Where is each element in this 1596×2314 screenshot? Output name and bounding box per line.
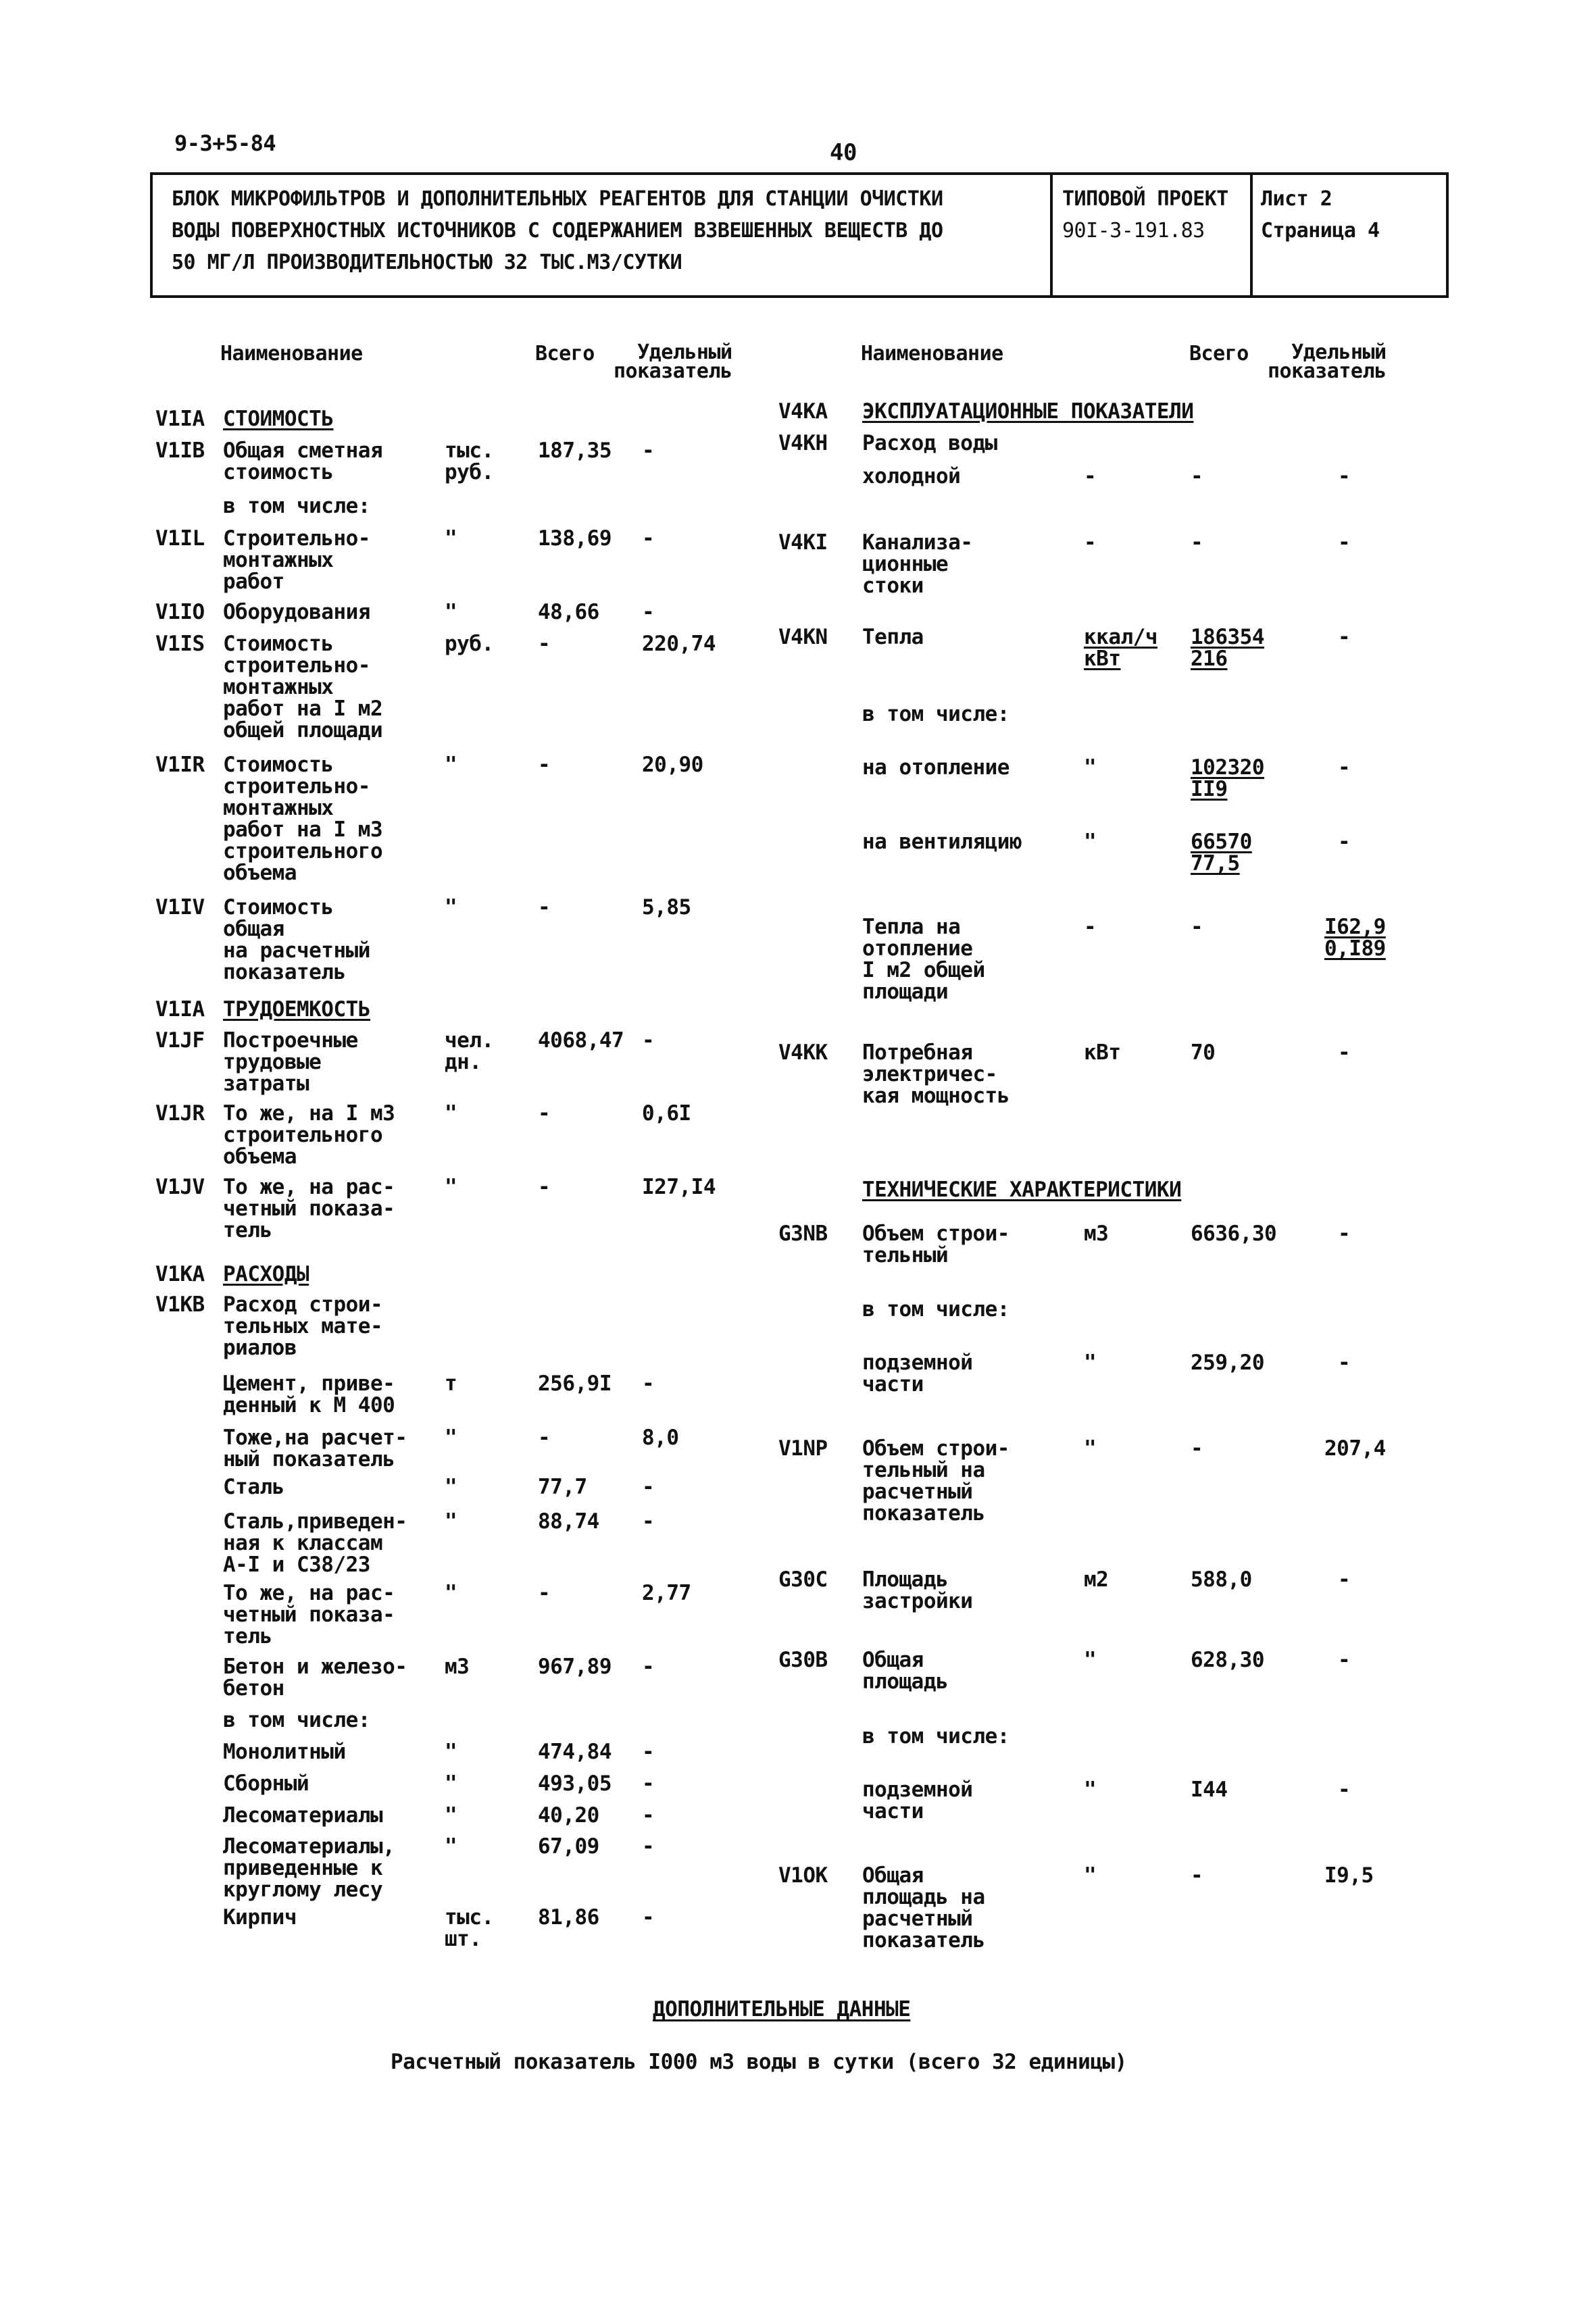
indicator-total: 187,35: [538, 438, 612, 463]
indicator-code: V1IO: [155, 600, 205, 624]
indicator-specific: 5,85: [642, 895, 691, 920]
indicator-name: Стоимость строительно- монтажных работ на I м2 общей площади: [223, 632, 383, 743]
indicator-total: 4068,47: [538, 1028, 624, 1053]
indicator-name: Общая площадь на расчетный показатель: [862, 1863, 985, 1953]
indicator-code: V1OK: [778, 1863, 828, 1888]
indicator-specific: 220,74: [642, 632, 716, 656]
indicator-name: Стоимость общая на расчетный показатель: [223, 895, 370, 984]
indicator-unit: ": [445, 1101, 457, 1126]
title-line-2: ВОДЫ ПОВЕРХНОСТНЫХ ИСТОЧНИКОВ С СОДЕРЖАНИЕМ ВЗВЕШЕННЫХ ВЕЩЕСТВ ДО: [172, 219, 943, 243]
indicator-name: Сталь,приведен- ная к классам А-I и С38/23: [223, 1509, 407, 1577]
indicator-name: Тепла на отопление I м2 общей площади: [862, 915, 985, 1004]
indicator-code: V1JV: [155, 1175, 205, 1199]
indicator-specific: 0,6I: [642, 1101, 691, 1126]
indicator-total: -: [538, 632, 551, 656]
indicator-unit: ": [445, 1834, 457, 1859]
indicator-unit: ккал/ч кВт: [1084, 625, 1157, 671]
sheet-number: Лист 2: [1261, 187, 1332, 211]
indicator-name: Оборудования: [223, 600, 370, 624]
right-header-total: Всего: [1189, 342, 1249, 366]
indicator-code: V4KI: [778, 530, 828, 555]
indicator-name: в том числе:: [223, 1708, 370, 1732]
indicator-total: -: [1191, 530, 1203, 555]
indicator-code: G3NB: [778, 1222, 828, 1246]
indicator-unit: ": [445, 600, 457, 624]
indicator-specific: -: [642, 1740, 655, 1764]
indicator-total: -: [1191, 1863, 1203, 1888]
indicator-total: 40,20: [538, 1803, 599, 1828]
indicator-unit: м2: [1084, 1567, 1109, 1592]
left-header-specific: Удельный показатель: [614, 341, 732, 383]
title-line-3: 50 МГ/Л ПРОИЗВОДИТЕЛЬНОСТЬЮ 32 ТЫС.М3/СУТКИ: [172, 251, 682, 274]
indicator-specific: -: [642, 1655, 655, 1679]
project-number: 90I-3-191.83: [1062, 219, 1205, 243]
indicator-name: РАСХОДЫ: [223, 1262, 309, 1286]
indicator-specific: -: [642, 1509, 655, 1534]
indicator-specific: -: [1338, 530, 1351, 555]
indicator-specific: 2,77: [642, 1581, 691, 1605]
indicator-total: -: [538, 1426, 551, 1450]
indicator-specific: -: [642, 1905, 655, 1930]
indicator-code: V1JF: [155, 1028, 205, 1053]
indicator-total: -: [538, 1175, 551, 1199]
indicator-specific: -: [642, 1771, 655, 1796]
indicator-name: СТОИМОСТЬ: [223, 407, 334, 431]
indicator-total: I44: [1191, 1778, 1228, 1802]
additional-data-text: Расчетный показатель I000 м3 воды в сутки (всего 32 единицы): [391, 2050, 1127, 2074]
document-code: 9-3+5-84: [174, 130, 276, 156]
indicator-specific: -: [1338, 1351, 1351, 1375]
indicator-name: То же, на рас- четный показа- тель: [223, 1175, 395, 1242]
indicator-specific: -: [642, 1372, 655, 1396]
indicator-total: -: [1191, 464, 1203, 488]
indicator-code: V1IA: [155, 997, 205, 1022]
indicator-name: Общая сметная стоимость: [223, 438, 383, 484]
indicator-unit: ": [445, 1475, 457, 1499]
title-line-1: БЛОК МИКРОФИЛЬТРОВ И ДОПОЛНИТЕЛЬНЫХ РЕАГЕНТОВ ДЛЯ СТАНЦИИ ОЧИСТКИ: [172, 187, 943, 211]
indicator-unit: -: [1084, 464, 1097, 488]
indicator-total: 256,9I: [538, 1372, 612, 1396]
indicator-total: 48,66: [538, 600, 599, 624]
right-header-specific: Удельный показатель: [1268, 341, 1387, 383]
indicator-total: -: [538, 753, 551, 777]
indicator-specific: -: [1338, 1778, 1351, 1802]
indicator-name: Бетон и железо- бетон: [223, 1655, 407, 1701]
indicator-specific: 8,0: [642, 1426, 679, 1450]
additional-data-heading: ДОПОЛНИТЕЛЬНЫЕ ДАННЫЕ: [653, 1997, 911, 2021]
indicator-specific: -: [1338, 1648, 1351, 1672]
indicator-unit: ": [1084, 1648, 1097, 1672]
left-header-name: Наименование: [220, 342, 363, 366]
indicator-name: Расход воды: [862, 431, 997, 455]
left-header-total: Всего: [535, 342, 595, 366]
indicator-total: 102320 II9: [1191, 755, 1264, 801]
indicator-total: 88,74: [538, 1509, 599, 1534]
indicator-unit: чел. дн.: [445, 1028, 494, 1074]
indicator-name: подземной части: [862, 1778, 973, 1823]
indicator-code: V4KH: [778, 431, 828, 455]
indicator-code: V1IA: [155, 407, 205, 431]
indicator-specific: -: [642, 1834, 655, 1859]
indicator-specific: -: [1338, 830, 1351, 854]
indicator-name: холодной: [862, 464, 961, 488]
indicator-total: 493,05: [538, 1771, 612, 1796]
indicator-code: V1JR: [155, 1101, 205, 1126]
indicator-unit: ": [445, 1581, 457, 1605]
indicator-unit: -: [1084, 530, 1097, 555]
indicator-total: 81,86: [538, 1905, 599, 1930]
indicator-name: То же, на рас- четный показа- тель: [223, 1581, 395, 1649]
indicator-name: Объем строи- тельный: [862, 1222, 1009, 1267]
indicator-unit: ": [445, 1175, 457, 1199]
right-header-name: Наименование: [861, 342, 1003, 366]
indicator-specific: -: [642, 1028, 655, 1053]
indicator-specific: -: [1338, 1222, 1351, 1246]
indicator-specific: I62,9 0,I89: [1324, 915, 1386, 961]
indicator-specific: I27,I4: [642, 1175, 716, 1199]
indicator-unit: м3: [1084, 1222, 1109, 1246]
indicator-specific: I9,5: [1324, 1863, 1374, 1888]
indicator-total: 66570 77,5: [1191, 830, 1252, 876]
indicator-total: 67,09: [538, 1834, 599, 1859]
indicator-total: 628,30: [1191, 1648, 1264, 1672]
indicator-name: на отопление: [862, 755, 1009, 780]
indicator-name: Лесоматериалы, приведенные к круглому лесу: [223, 1834, 395, 1902]
indicator-unit: м3: [445, 1655, 470, 1679]
indicator-unit: ": [445, 1803, 457, 1828]
page-reference: Страница 4: [1261, 219, 1380, 243]
indicator-code: V4KN: [778, 625, 828, 649]
indicator-total: -: [1191, 1436, 1203, 1461]
indicator-specific: -: [642, 438, 655, 463]
indicator-name: подземной части: [862, 1351, 973, 1397]
indicator-code: V1IL: [155, 526, 205, 551]
indicator-total: 77,7: [538, 1475, 587, 1499]
indicator-unit: руб.: [445, 632, 494, 656]
indicator-name: То же, на I м3 строительного объема: [223, 1101, 395, 1169]
indicator-name: Канализа- ционные стоки: [862, 530, 973, 598]
indicator-specific: -: [1338, 1567, 1351, 1592]
indicator-specific: 207,4: [1324, 1436, 1386, 1461]
indicator-name: Площадь застройки: [862, 1567, 973, 1613]
indicator-unit: ": [445, 1771, 457, 1796]
indicator-name: Монолитный: [223, 1740, 346, 1764]
indicator-specific: -: [642, 1803, 655, 1828]
indicator-unit: тыс. руб.: [445, 438, 494, 484]
indicator-unit: тыс. шт.: [445, 1905, 494, 1951]
indicator-code: V1KA: [155, 1262, 205, 1286]
indicator-unit: ": [445, 1426, 457, 1450]
indicator-total: 474,84: [538, 1740, 612, 1764]
indicator-code: G30B: [778, 1648, 828, 1672]
indicator-name: в том числе:: [862, 702, 1009, 726]
indicator-specific: 20,90: [642, 753, 703, 777]
indicator-unit: ": [445, 753, 457, 777]
indicator-specific: -: [1338, 625, 1351, 649]
indicator-specific: -: [642, 1475, 655, 1499]
indicator-unit: т: [445, 1372, 457, 1396]
indicator-name: Объем строи- тельный на расчетный показатель: [862, 1436, 1009, 1526]
indicator-total: -: [538, 895, 551, 920]
indicator-total: 588,0: [1191, 1567, 1252, 1592]
indicator-unit: ": [1084, 1351, 1097, 1375]
indicator-unit: ": [445, 895, 457, 920]
indicator-total: -: [1191, 915, 1203, 939]
page-number: 40: [830, 139, 857, 166]
indicator-code: V1NP: [778, 1436, 828, 1461]
title-block: [150, 172, 1449, 298]
indicator-unit: ": [445, 526, 457, 551]
indicator-code: V1KB: [155, 1292, 205, 1317]
indicator-name: Лесоматериалы: [223, 1803, 383, 1828]
indicator-total: 259,20: [1191, 1351, 1264, 1375]
indicator-name: ТЕХНИЧЕСКИЕ ХАРАКТЕРИСТИКИ: [862, 1178, 1182, 1202]
indicator-name: Построечные трудовые затраты: [223, 1028, 358, 1096]
indicator-name: Общая площадь: [862, 1648, 949, 1694]
indicator-specific: -: [1338, 755, 1351, 780]
indicator-code: V4KA: [778, 399, 828, 424]
indicator-name: Тепла: [862, 625, 924, 649]
indicator-total: 6636,30: [1191, 1222, 1277, 1246]
indicator-name: Цемент, приве- денный к М 400: [223, 1372, 395, 1417]
indicator-unit: ": [445, 1509, 457, 1534]
indicator-name: Сталь: [223, 1475, 284, 1499]
indicator-unit: ": [445, 1740, 457, 1764]
indicator-specific: -: [1338, 1040, 1351, 1065]
indicator-unit: ": [1084, 755, 1097, 780]
indicator-total: 186354 216: [1191, 625, 1264, 671]
indicator-code: V1IR: [155, 753, 205, 777]
indicator-unit: ": [1084, 1863, 1097, 1888]
indicator-name: Расход строи- тельных мате- риалов: [223, 1292, 383, 1360]
indicator-specific: -: [1338, 464, 1351, 488]
indicator-code: V1IS: [155, 632, 205, 656]
indicator-code: V4KK: [778, 1040, 828, 1065]
indicator-unit: кВт: [1084, 1040, 1121, 1065]
indicator-name: Кирпич: [223, 1905, 297, 1930]
indicator-name: на вентиляцию: [862, 830, 1022, 854]
indicator-name: Стоимость строительно- монтажных работ на I м3 строительного объема: [223, 753, 383, 885]
indicator-code: G30C: [778, 1567, 828, 1592]
indicator-name: Строительно- монтажных работ: [223, 526, 370, 594]
indicator-total: 967,89: [538, 1655, 612, 1679]
indicator-code: V1IB: [155, 438, 205, 463]
indicator-name: в том числе:: [862, 1297, 1009, 1322]
indicator-name: ТРУДОЕМКОСТЬ: [223, 997, 370, 1022]
indicator-unit: -: [1084, 915, 1097, 939]
indicator-code: V1IV: [155, 895, 205, 920]
indicator-total: 138,69: [538, 526, 612, 551]
indicator-name: Сборный: [223, 1771, 309, 1796]
indicator-unit: ": [1084, 1778, 1097, 1802]
indicator-specific: -: [642, 526, 655, 551]
indicator-name: Тоже,на расчет- ный показатель: [223, 1426, 407, 1472]
indicator-specific: -: [642, 600, 655, 624]
indicator-name: Потребная электричес- кая мощность: [862, 1040, 1009, 1108]
indicator-total: -: [538, 1101, 551, 1126]
indicator-total: 70: [1191, 1040, 1216, 1065]
indicator-unit: ": [1084, 830, 1097, 854]
project-label: ТИПОВОЙ ПРОЕКТ: [1062, 187, 1228, 211]
indicator-name: в том числе:: [862, 1724, 1009, 1749]
indicator-unit: ": [1084, 1436, 1097, 1461]
indicator-name: в том числе:: [223, 494, 370, 518]
indicator-total: -: [538, 1581, 551, 1605]
indicator-name: ЭКСПЛУАТАЦИОННЫЕ ПОКАЗАТЕЛИ: [862, 399, 1194, 424]
